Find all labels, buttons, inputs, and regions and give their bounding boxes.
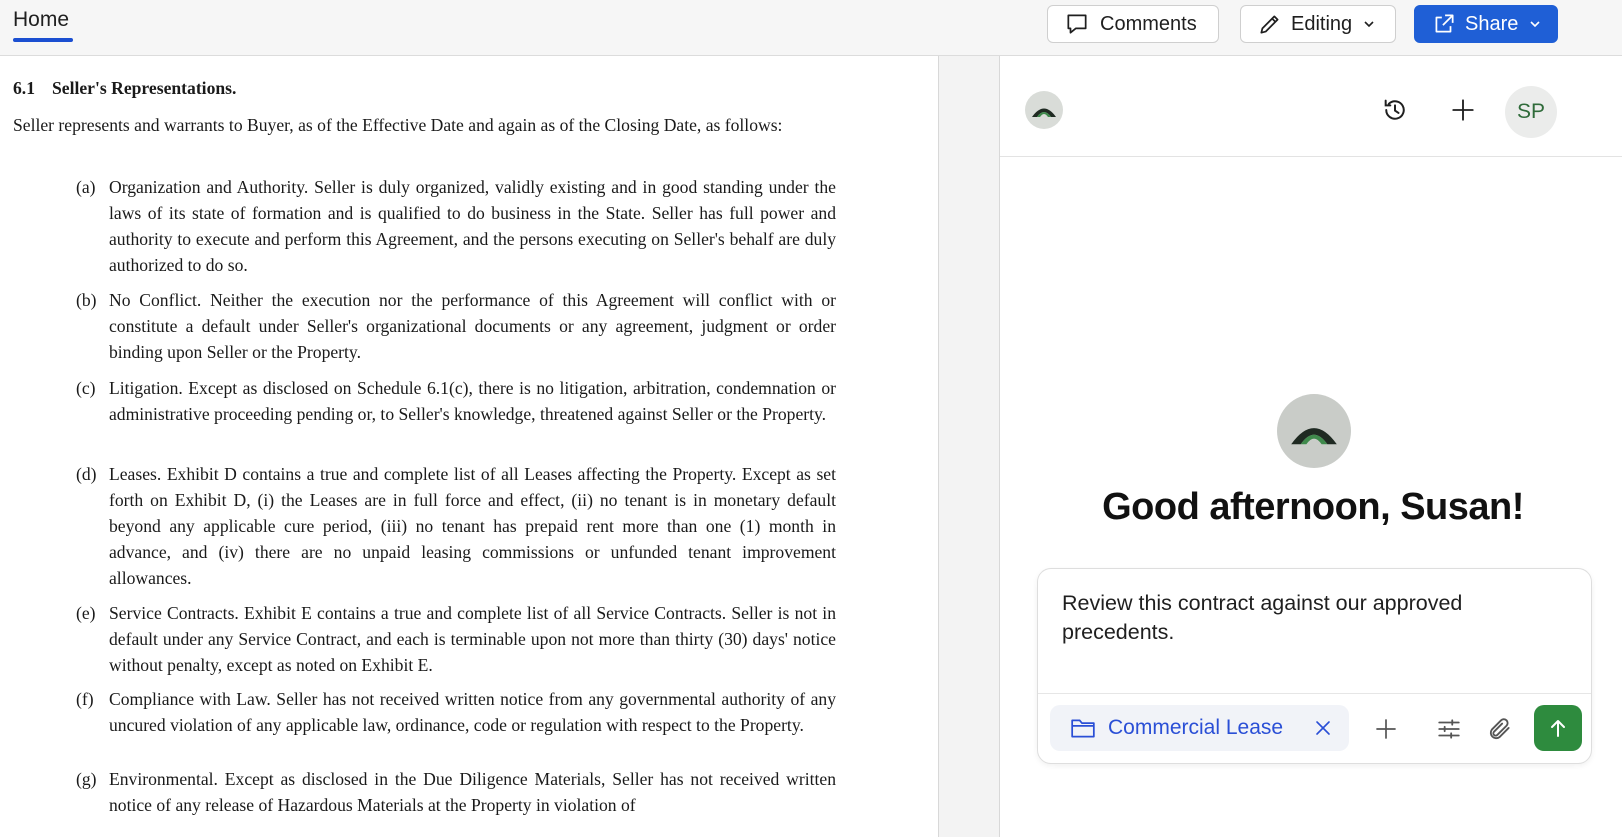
clause-text: Litigation. Except as disclosed on Schedule 6.1(c), there is no litigation, arbitration, condemnation or administrative proceeding pending or, to Seller's knowledge, threatened against Seller or the Property. (109, 378, 836, 424)
clause-item (76, 600, 836, 678)
comments-button[interactable] (1047, 5, 1219, 43)
user-avatar[interactable]: SP (1505, 86, 1557, 138)
clause-item (76, 174, 836, 278)
paperclip-icon (1487, 716, 1513, 742)
attach-button[interactable] (1486, 715, 1514, 743)
share-button[interactable] (1414, 5, 1558, 43)
section-number: 6.1 (13, 78, 35, 98)
clause-text: No Conflict. Neither the execution nor the performance of this Agreement will conflict with or constitute a default under Seller's organizational documents or any agreement, judgment or order binding upon Seller or the Property. (109, 290, 836, 362)
context-chip[interactable] (1050, 705, 1349, 751)
clause-text: Service Contracts. Exhibit E contains a true and complete list of all Service Contracts. Seller is not in default under any Service Contract, and each is terminable upon not more than thirty (30) days' notice without penalty, except as noted on Exhibit E. (109, 603, 836, 675)
clause-label: (e) (76, 603, 96, 623)
greeting-heading: Good afternoon, Susan! (1102, 486, 1524, 528)
chevron-down-icon (1362, 17, 1376, 31)
pane-splitter[interactable] (938, 56, 1000, 837)
section-title: Seller's Representations. (52, 78, 237, 98)
section-intro: Seller represents and warrants to Buyer, as of the Effective Date and again as of the Closing Date, as follows: (13, 115, 783, 135)
assistant-logo (1025, 91, 1063, 129)
assistant-header (1000, 56, 1622, 157)
active-tab-indicator (13, 38, 73, 42)
plus-icon (1450, 97, 1476, 123)
clause-label: (b) (76, 290, 97, 310)
composer-divider (1038, 693, 1591, 694)
arch-logo-icon (1030, 100, 1058, 120)
history-button[interactable] (1378, 93, 1412, 127)
share-arrow-icon (1431, 11, 1457, 37)
settings-button[interactable] (1435, 715, 1463, 743)
chevron-down-icon (1528, 17, 1542, 31)
clause-label: (f) (76, 689, 94, 709)
sliders-icon (1436, 716, 1462, 742)
top-toolbar (0, 0, 1622, 56)
context-chip-label: Commercial Lease (1108, 716, 1284, 739)
editing-mode-button[interactable] (1240, 5, 1396, 43)
clause-item (76, 375, 836, 427)
tab-home[interactable]: Home (13, 8, 70, 31)
share-label: Share (1465, 12, 1519, 35)
speech-bubble-icon (1064, 11, 1090, 37)
editing-label: Editing (1291, 12, 1353, 35)
send-button[interactable] (1534, 705, 1582, 751)
assistant-panel (1000, 56, 1622, 837)
prompt-input[interactable]: Review this contract against our approved precedents. (1062, 591, 1463, 644)
clause-text: Environmental. Except as disclosed in the Due Diligence Materials, Seller has not received written notice of any release of Hazardous Materials at the Property in violation of (109, 769, 836, 815)
document-page[interactable] (0, 56, 938, 837)
clause-text: Organization and Authority. Seller is duly organized, validly existing and in good standing under the laws of its state of formation and is qualified to do business in the State. Seller has full power and authority to execute and perform this Agreement, and the persons executing on Seller's behalf are duly authorized to do so. (109, 177, 836, 275)
clause-text: Compliance with Law. Seller has not received written notice from any governmental authority of any uncured violation of any applicable law, ordinance, code or regulation with respect to the Property. (109, 689, 836, 735)
clause-label: (c) (76, 378, 96, 398)
clause-item (76, 461, 836, 591)
arrow-up-icon (1546, 716, 1570, 740)
clause-item (76, 287, 836, 365)
add-context-button[interactable] (1372, 715, 1400, 743)
arch-logo-icon (1286, 412, 1342, 450)
assistant-logo-large (1277, 394, 1351, 468)
pencil-icon (1257, 11, 1283, 37)
section-heading (13, 78, 236, 99)
clause-label: (g) (76, 769, 97, 789)
folder-icon (1070, 716, 1096, 740)
clause-label: (a) (76, 177, 96, 197)
plus-icon (1374, 717, 1398, 741)
clause-text: Leases. Exhibit D contains a true and complete list of all Leases affecting the Property. Except as set forth on Exhibit D, (i) the Leases are in full force and effect, (ii) no tenant is in monetary default beyond any applicable cure period, (iii) no tenant has prepaid rent more than one (1) month in advance, and (iv) there are no unpaid leasing commissions or unfunded tenant improvement allowances. (109, 464, 836, 588)
comments-label: Comments (1100, 12, 1197, 35)
clause-item (76, 766, 836, 818)
close-icon[interactable] (1313, 718, 1333, 738)
clause-label: (d) (76, 464, 97, 484)
new-chat-button[interactable] (1446, 93, 1480, 127)
clause-item (76, 686, 836, 738)
prompt-composer (1037, 568, 1592, 764)
history-icon (1381, 96, 1409, 124)
